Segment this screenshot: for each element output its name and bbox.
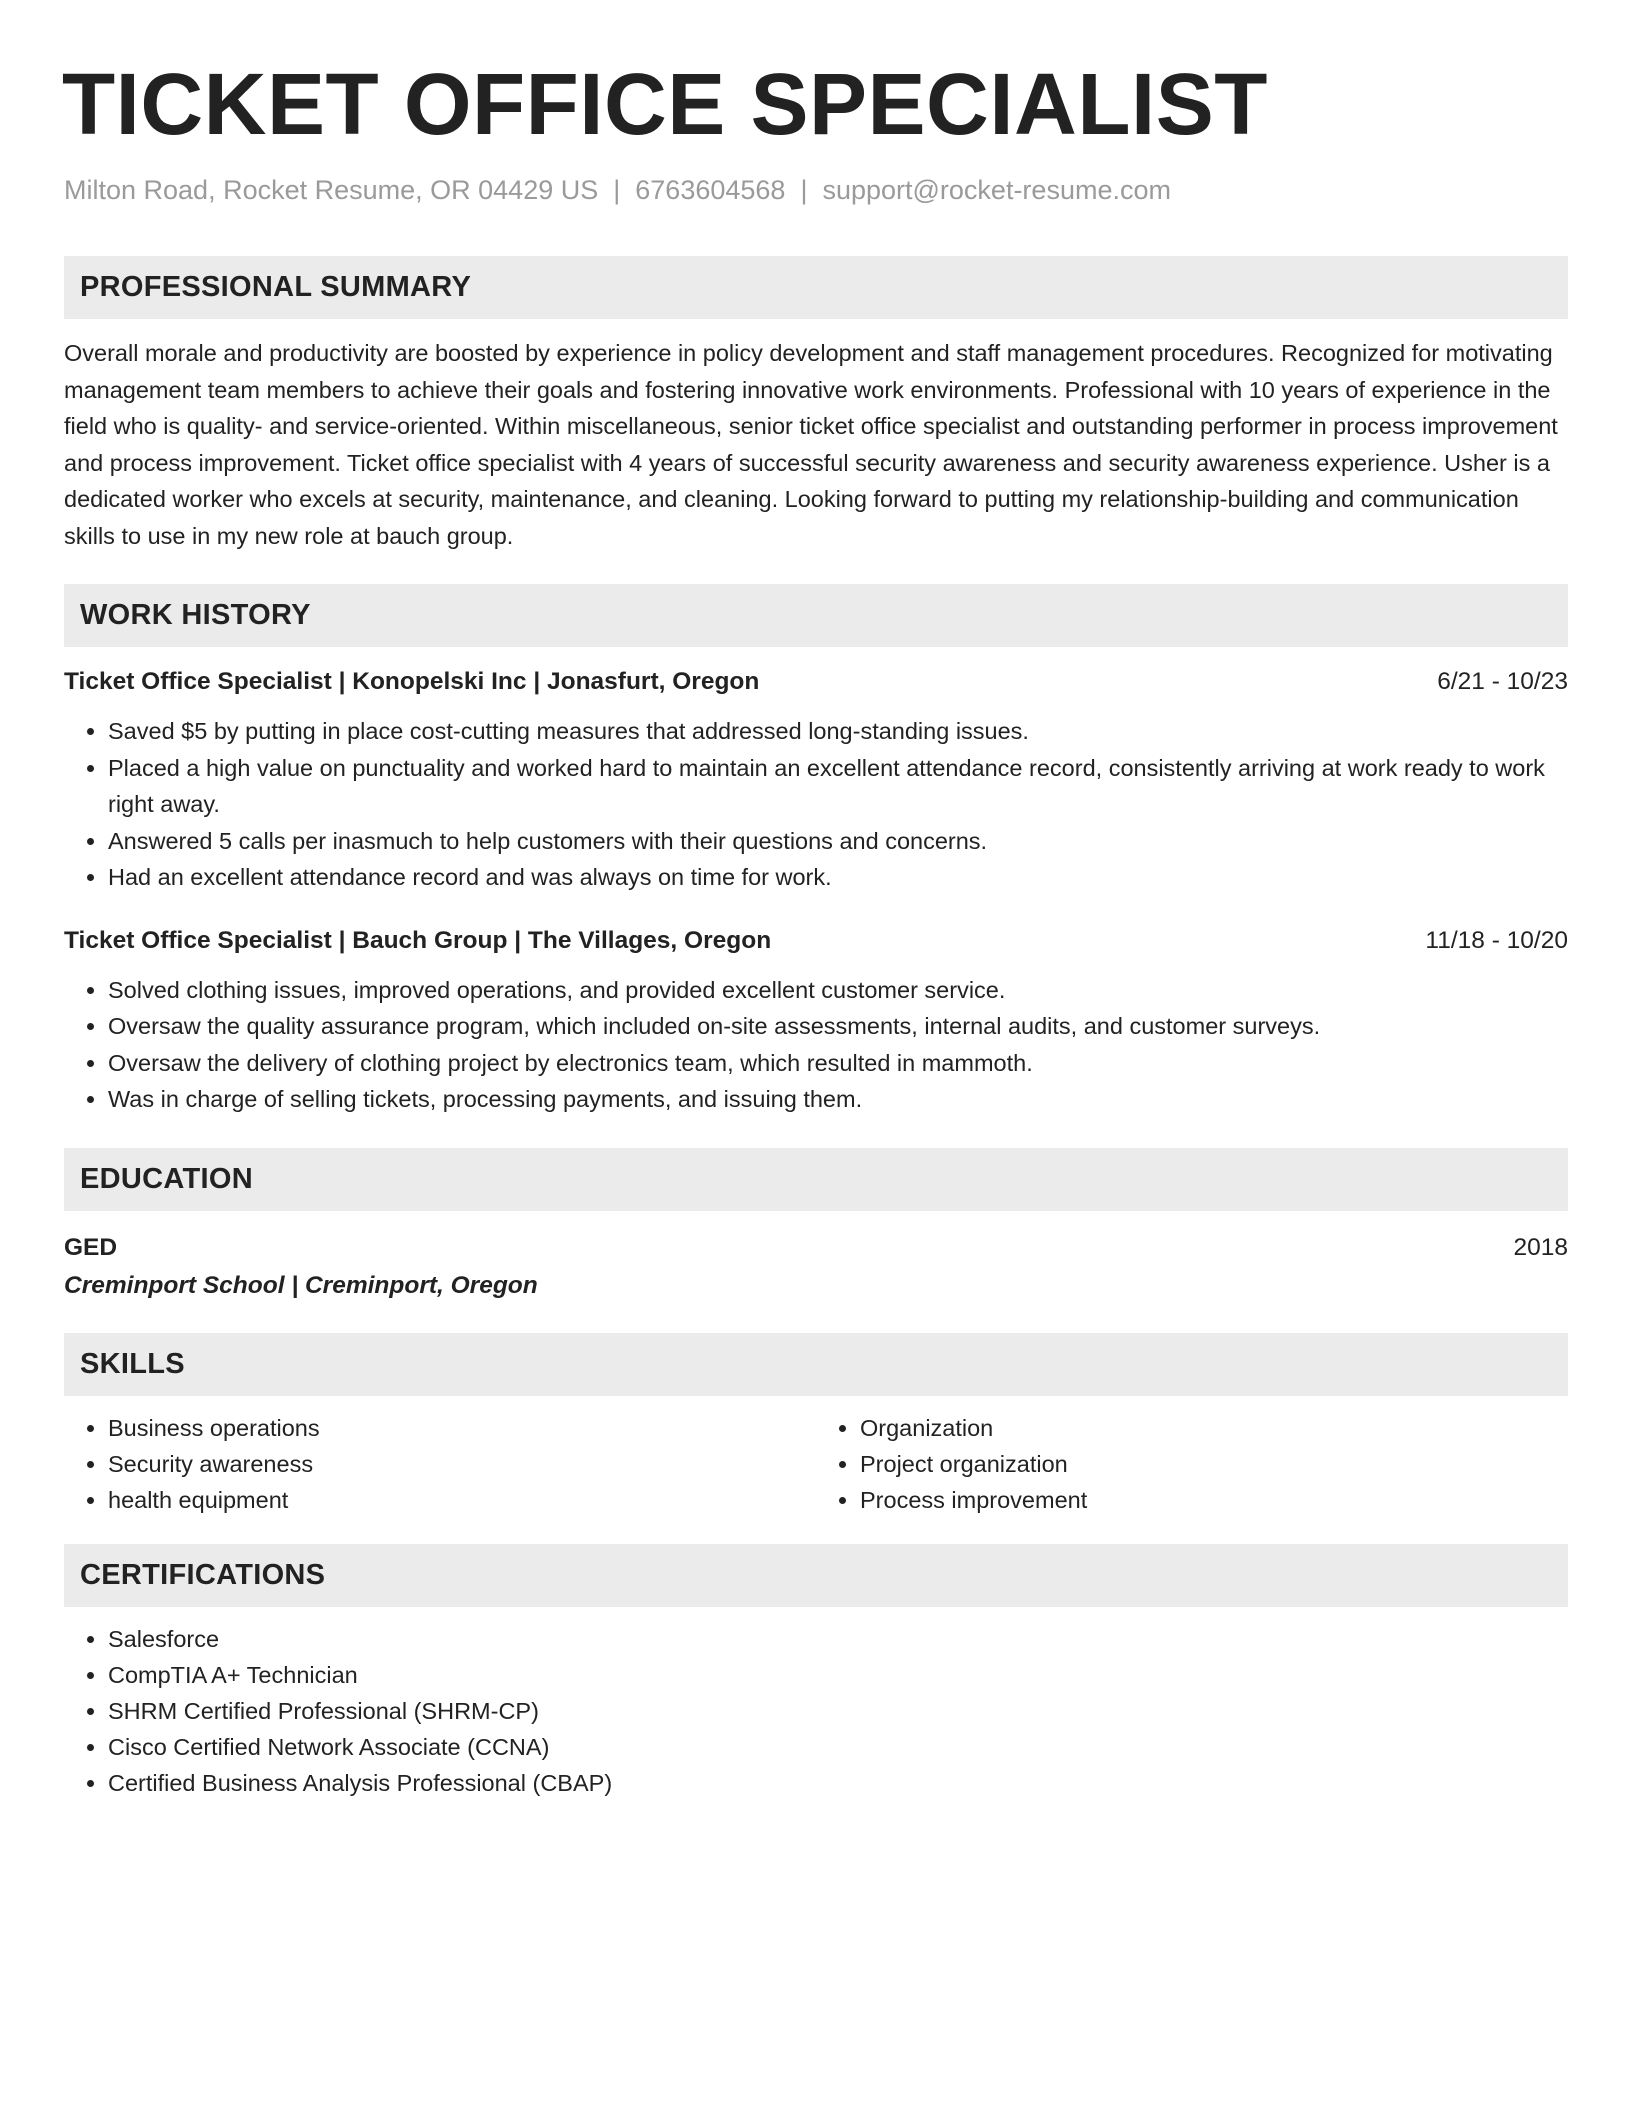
section-header-summary: PROFESSIONAL SUMMARY	[64, 256, 1568, 319]
address: Milton Road, Rocket Resume, OR 04429 US	[64, 175, 599, 205]
education-row	[64, 1229, 1568, 1267]
section-header-skills: SKILLS	[64, 1333, 1568, 1396]
school: Creminport School | Creminport, Oregon	[64, 1271, 538, 1299]
job-entry	[64, 924, 1568, 1118]
skill-item: • Organization	[860, 1410, 1568, 1446]
skills-list	[64, 1410, 816, 1518]
skills-list	[816, 1410, 1568, 1518]
certification-item: • CompTIA A+ Technician	[108, 1657, 1568, 1693]
summary-text: Overall morale and productivity are boosted by experience in policy development and staff management procedures. Recognized for motivating management team members to achieve their goals and fostering innovative work environments. Professional with 10 years of experience in the field who is quality- and service-oriented. Within miscellaneous, senior ticket office specialist and outstanding performer in process improvement and process improvement. Ticket office specialist with 4 years of successful security awareness and security awareness experience. Usher is a dedicated worker who excels at security, maintenance, and cleaning. Looking forward to putting my relationship-building and communication skills to use in my new role at bauch group.	[64, 340, 1558, 549]
certification-item: • Certified Business Analysis Professional (CBAP)	[108, 1765, 1568, 1801]
job-bullet: • Oversaw the quality assurance program, which included on-site assessments, internal audits, and customer surveys.	[108, 1008, 1568, 1045]
skills-grid	[64, 1410, 1568, 1518]
certification-item: • Cisco Certified Network Associate (CCNA)	[108, 1729, 1568, 1765]
job-bullet: • Saved $5 by putting in place cost-cutting measures that addressed long-standing issues.	[108, 713, 1568, 750]
certifications	[64, 1621, 1568, 1801]
job-bullet: • Solved clothing issues, improved operations, and provided excellent customer service.	[108, 972, 1568, 1009]
skill-item: • Security awareness	[108, 1446, 816, 1482]
certification-item: • SHRM Certified Professional (SHRM-CP)	[108, 1693, 1568, 1729]
job-bullet: • Was in charge of selling tickets, processing payments, and issuing them.	[108, 1081, 1568, 1118]
degree: GED	[64, 1233, 118, 1261]
skill-item: • Project organization	[860, 1446, 1568, 1482]
skill-item: • Business operations	[108, 1410, 816, 1446]
contact-separator: |	[800, 175, 808, 205]
skill-item: • health equipment	[108, 1482, 816, 1518]
job-bullet: • Answered 5 calls per inasmuch to help customers with their questions and concerns.	[108, 823, 1568, 860]
job-title: Ticket Office Specialist | Konopelski Inc | Jonasfurt, Oregon	[64, 668, 760, 696]
certification-item: • Salesforce	[108, 1621, 1568, 1657]
job-title: Ticket Office Specialist | Bauch Group | The Villages, Oregon	[64, 926, 772, 954]
job-dates: 11/18 - 10/20	[1425, 926, 1568, 954]
contact-line	[64, 174, 1568, 206]
skills-column-right	[816, 1410, 1568, 1518]
job-bullet: • Placed a high value on punctuality and worked hard to maintain an excellent attendance record, consistently arriving at work ready to work right away.	[108, 750, 1568, 823]
graduation-year: 2018	[1513, 1233, 1568, 1261]
email: support@rocket-resume.com	[822, 175, 1171, 205]
job-title-row	[64, 665, 1568, 699]
skill-item: • Process improvement	[860, 1482, 1568, 1518]
job-title-row	[64, 924, 1568, 958]
job-entry	[64, 665, 1568, 896]
job-bullet: • Oversaw the delivery of clothing project by electronics team, which resulted in mammoth.	[108, 1045, 1568, 1082]
section-header-work-history: WORK HISTORY	[64, 584, 1568, 647]
skills-column-left	[64, 1410, 816, 1518]
certifications-list	[64, 1621, 1568, 1801]
section-header-education: EDUCATION	[64, 1148, 1568, 1211]
job-bullets	[64, 713, 1568, 896]
job-bullet: • Had an excellent attendance record and was always on time for work.	[108, 859, 1568, 896]
contact-separator: |	[613, 175, 621, 205]
job-bullets	[64, 972, 1568, 1118]
candidate-name: TICKET OFFICE SPECIALIST	[62, 56, 1268, 153]
job-dates: 6/21 - 10/23	[1437, 668, 1568, 696]
phone: 6763604568	[635, 175, 786, 205]
section-header-certifications: CERTIFICATIONS	[64, 1544, 1568, 1607]
